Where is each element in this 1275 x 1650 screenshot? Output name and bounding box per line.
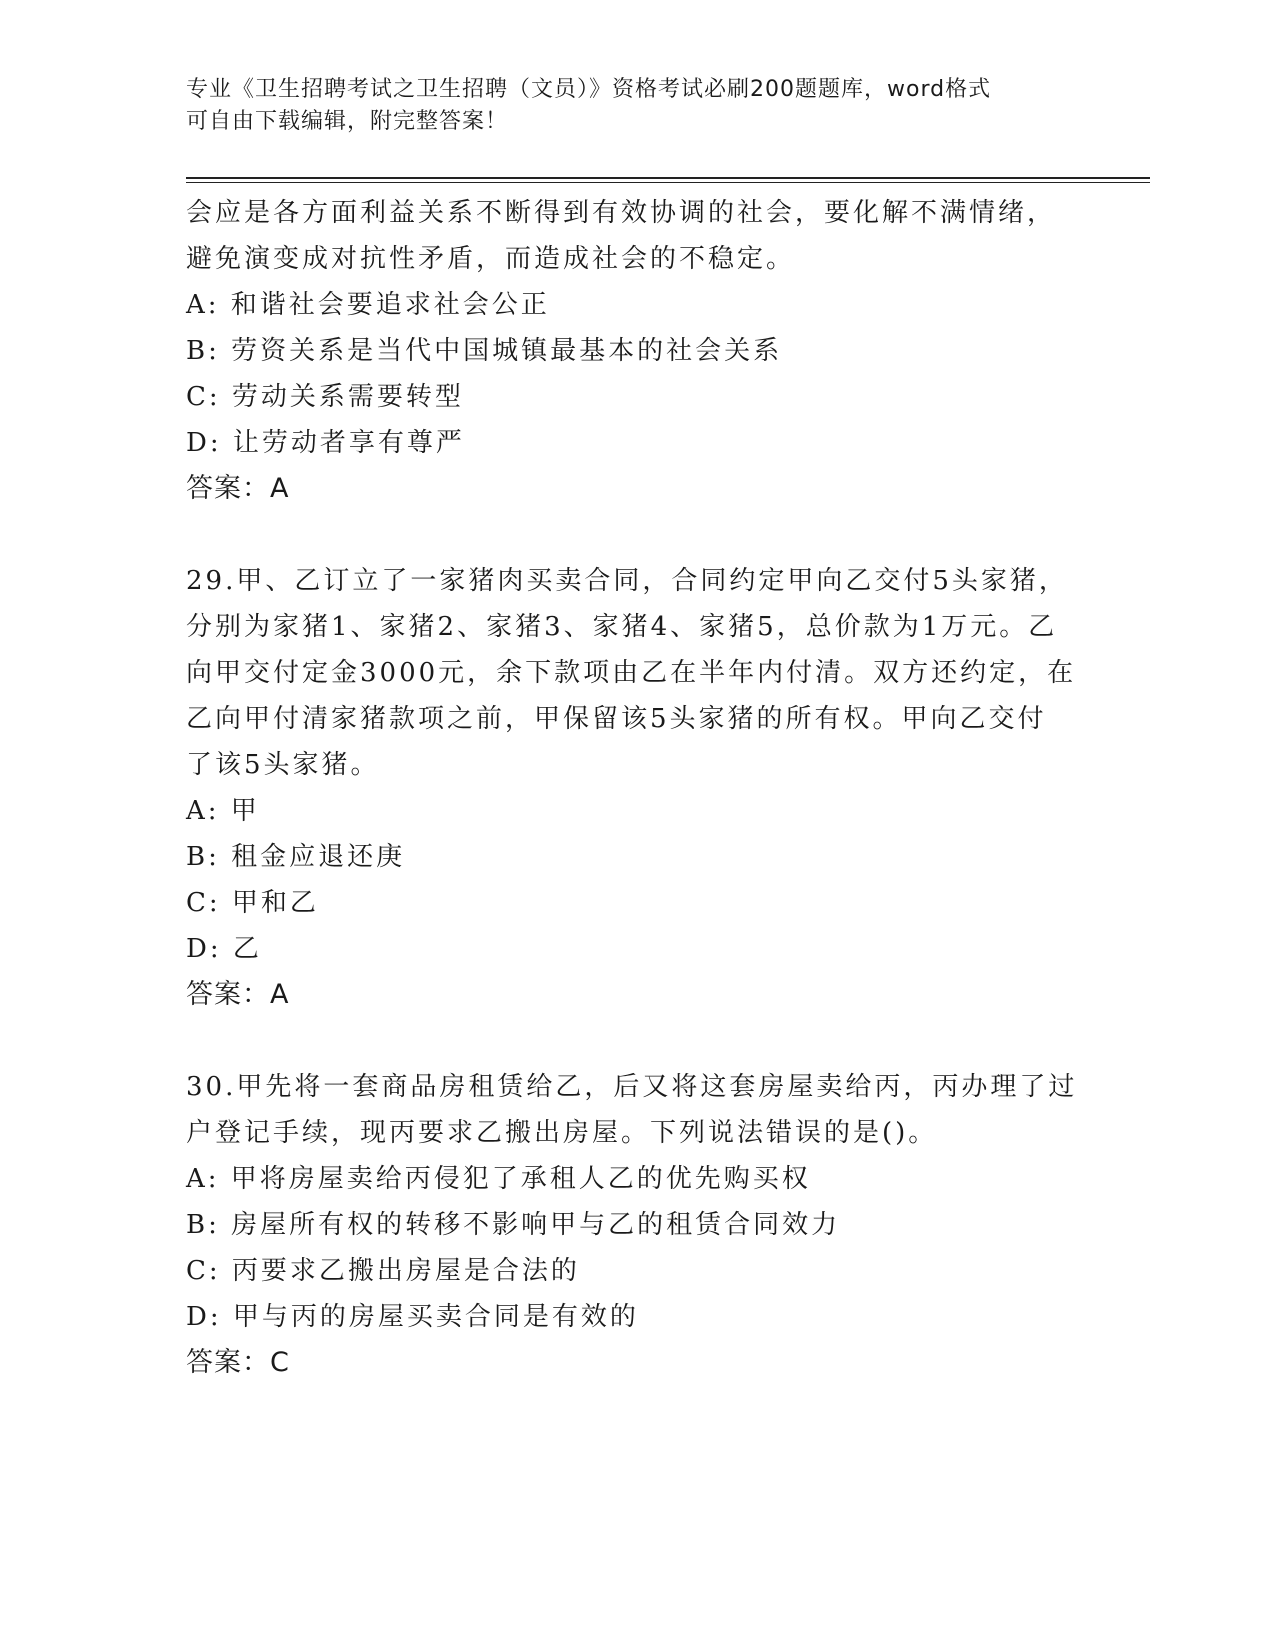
option-a: A: 和谐社会要追求社会公正 (186, 290, 550, 320)
header-title-line: 专业《卫生招聘考试之卫生招聘（文员）》资格考试必刷200题题库，word格式 (186, 77, 992, 102)
option-a: A: 甲 (186, 796, 260, 826)
option-c: C: 甲和乙 (186, 888, 319, 918)
question-stem-line: 避免演变成对抗性矛盾，而造成社会的不稳定。 (186, 244, 796, 274)
option-a: A: 甲将房屋卖给丙侵犯了承租人乙的优先购买权 (186, 1164, 811, 1194)
option-d: D: 乙 (186, 934, 262, 964)
answer-label: 答案：A (186, 473, 290, 504)
document-header (186, 74, 1086, 138)
question-list (186, 190, 1086, 1386)
option-b: B: 租金应退还庚 (186, 842, 406, 872)
header-subtitle-line: 可自由下载编辑，附完整答案！ (186, 109, 509, 134)
header-divider-thick (186, 177, 1150, 179)
option-c: C: 丙要求乙搬出房屋是合法的 (186, 1256, 580, 1286)
answer-label: 答案：A (186, 979, 290, 1010)
question-28 (186, 190, 1086, 512)
option-b: B: 房屋所有权的转移不影响甲与乙的租赁合同效力 (186, 1210, 841, 1240)
question-spacer (186, 512, 1086, 558)
option-d: D: 让劳动者享有尊严 (186, 428, 465, 458)
question-stem-line: 户登记手续，现丙要求乙搬出房屋。下列说法错误的是()。 (186, 1118, 938, 1148)
question-stem-line: 会应是各方面利益关系不断得到有效协调的社会，要化解不满情绪， (186, 198, 1057, 228)
option-d: D: 甲与丙的房屋买卖合同是有效的 (186, 1302, 639, 1332)
question-stem-line: 乙向甲付清家猪款项之前，甲保留该5头家猪的所有权。甲向乙交付 (186, 704, 1047, 734)
header-divider-thin (186, 182, 1150, 183)
question-stem-line: 29.甲、乙订立了一家猪肉买卖合同，合同约定甲向乙交付5头家猪， (186, 566, 1068, 596)
option-c: C: 劳动关系需要转型 (186, 382, 464, 412)
question-stem-line: 分别为家猪1、家猪2、家猪3、家猪4、家猪5，总价款为1万元。乙 (186, 612, 1058, 642)
question-29 (186, 558, 1086, 1018)
question-spacer (186, 1018, 1086, 1064)
question-stem-line: 30.甲先将一套商品房租赁给乙，后又将这套房屋卖给丙，丙办理了过 (186, 1072, 1078, 1102)
option-b: B: 劳资关系是当代中国城镇最基本的社会关系 (186, 336, 783, 366)
answer-label: 答案：C (186, 1347, 290, 1378)
question-30 (186, 1064, 1086, 1386)
question-stem-line: 向甲交付定金3000元，余下款项由乙在半年内付清。双方还约定，在 (186, 658, 1077, 688)
question-stem-line: 了该5头家猪。 (186, 750, 380, 780)
